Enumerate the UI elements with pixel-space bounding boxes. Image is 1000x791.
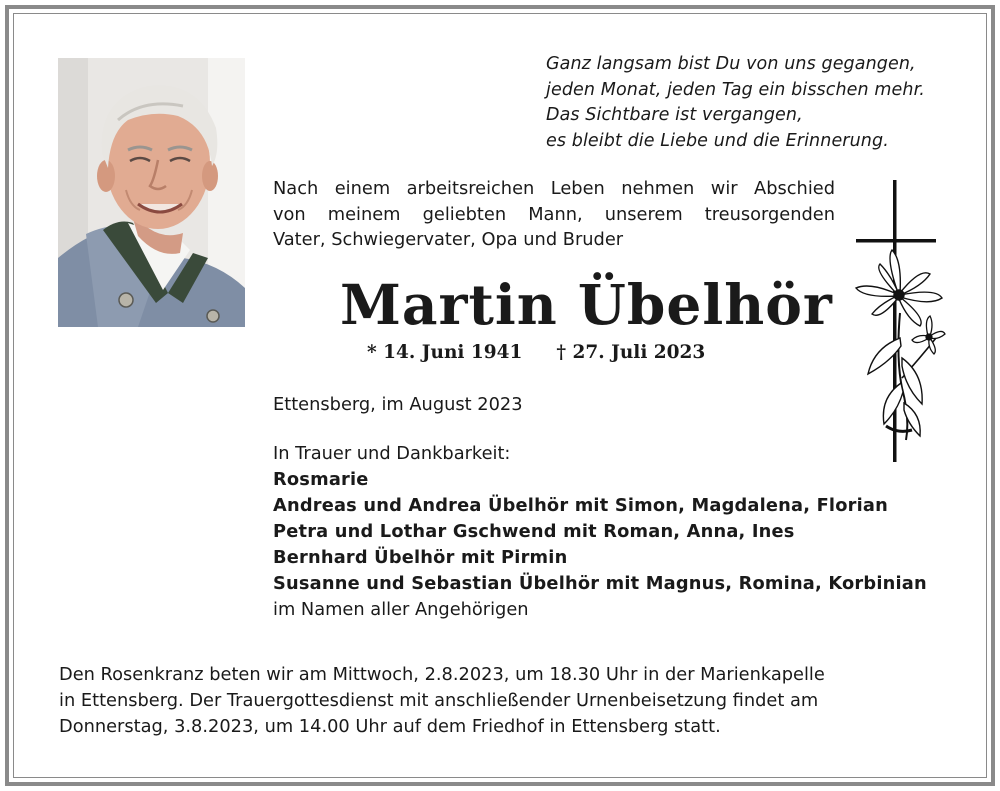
poem-line: jeden Monat, jeden Tag ein bisschen mehr. [546, 79, 925, 100]
intro-line: von meinem geliebten Mann, unserem treusorgenden [273, 203, 835, 225]
life-dates [367, 340, 705, 366]
service-line: in Ettensberg. Der Trauergottesdienst mit anschließender Urnenbeisetzung findet am [59, 690, 819, 711]
intro-line: Vater, Schwiegervater, Opa und Bruder [273, 229, 624, 250]
mourner-name: Rosmarie [273, 469, 369, 490]
intro-text [273, 176, 835, 253]
death-date: † 27. Juli 2023 [556, 342, 706, 363]
mourners-closing: im Namen aller Angehörigen [273, 599, 529, 620]
birth-date: * 14. Juni 1941 [367, 342, 523, 363]
intro-line: Nach einem arbeitsreichen Leben nehmen wir Abschied [273, 178, 835, 199]
poem-line: Das Sichtbare ist vergangen, [546, 105, 803, 125]
service-line: Donnerstag, 3.8.2023, um 14.00 Uhr auf dem Friedhof in Ettensberg statt. [59, 716, 721, 737]
service-info [59, 662, 939, 740]
poem [546, 52, 966, 154]
mourners-list [273, 441, 927, 623]
portrait-photo [58, 58, 245, 327]
deceased-name: Martin Übelhör [340, 272, 833, 337]
poem-line: es bleibt die Liebe und die Erinnerung. [546, 130, 889, 151]
mourner-name: Andreas und Andrea Übelhör mit Simon, Magdalena, Florian [273, 495, 888, 516]
mourner-name: Susanne und Sebastian Übelhör mit Magnus, Romina, Korbinian [273, 573, 927, 594]
service-line: Den Rosenkranz beten wir am Mittwoch, 2.8.2023, um 18.30 Uhr in der Marienkapelle [59, 664, 825, 685]
mourners-heading: In Trauer und Dankbarkeit: [273, 443, 511, 464]
place-date: Ettensberg, im August 2023 [273, 394, 523, 415]
poem-line: Ganz langsam bist Du von uns gegangen, [546, 54, 916, 74]
mourner-name: Petra und Lothar Gschwend mit Roman, Anna, Ines [273, 521, 795, 542]
mourner-name: Bernhard Übelhör mit Pirmin [273, 547, 568, 568]
cross-edelweiss-icon [850, 178, 946, 464]
